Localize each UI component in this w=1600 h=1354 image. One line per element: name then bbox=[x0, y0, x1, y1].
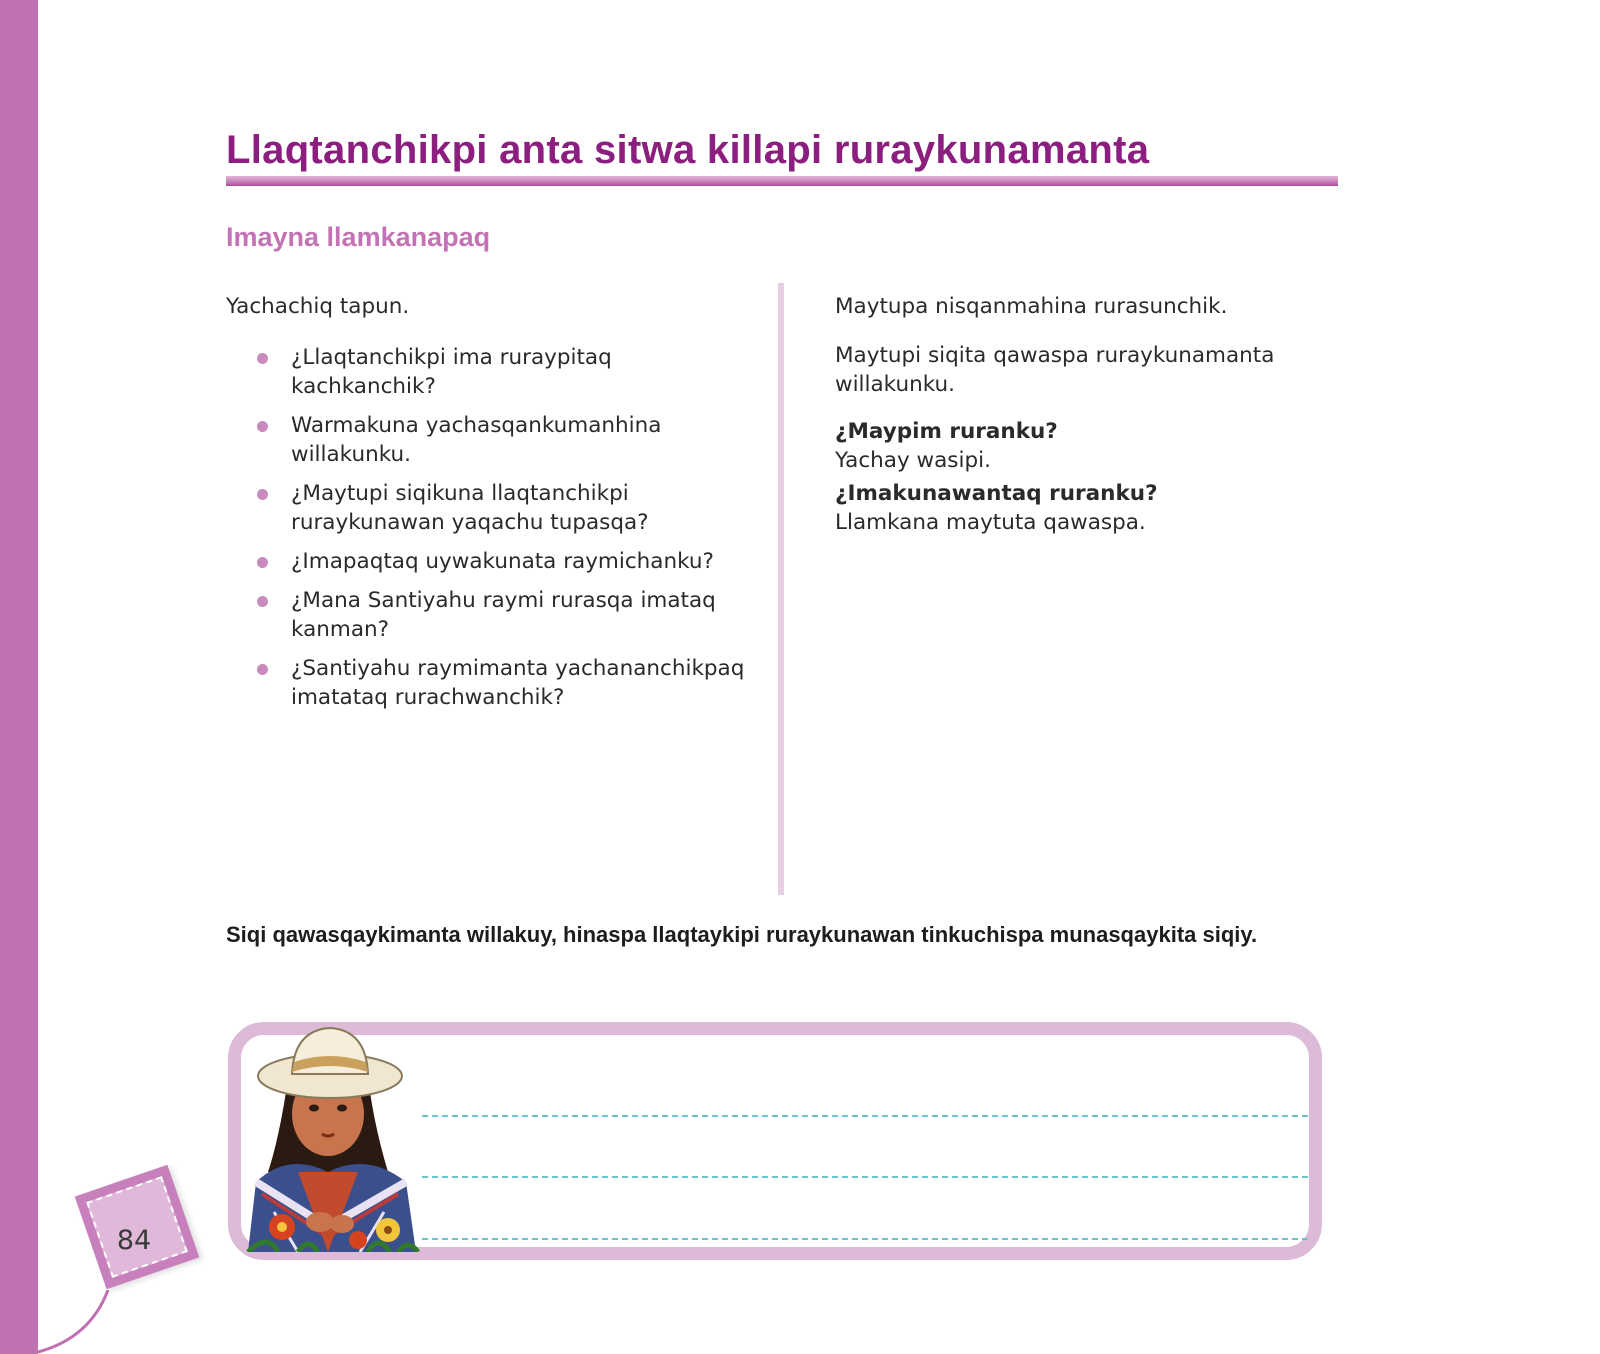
answer-where: Yachay wasipi. bbox=[835, 448, 991, 473]
list-item-text: ¿Llaqtanchikpi ima ruraypitaq kachkanchik? bbox=[291, 345, 612, 399]
list-item-text: ¿Mana Santiyahu raymi rurasqa imataq kanman? bbox=[291, 588, 716, 642]
list-item-text: ¿Imapaqtaq uywakunata raymichanku? bbox=[291, 549, 714, 574]
list-item-text: ¿Santiyahu raymimanta yachananchikpaq imatataq rurachwanchik? bbox=[291, 656, 745, 710]
list-item bbox=[291, 479, 746, 537]
left-intro: Yachachiq tapun. bbox=[226, 294, 410, 319]
bullet-icon bbox=[257, 489, 268, 500]
bullet-icon bbox=[257, 421, 268, 432]
right-paragraph-1: Maytupa nisqanmahina rurasunchik. bbox=[835, 294, 1228, 319]
bullet-icon bbox=[257, 596, 268, 607]
column-divider bbox=[778, 283, 784, 895]
left-column bbox=[226, 292, 746, 722]
right-paragraph-2: Maytupi siqita qawaspa ruraykunamanta willakunku. bbox=[835, 343, 1275, 397]
right-column bbox=[835, 292, 1335, 541]
bullet-icon bbox=[257, 664, 268, 675]
kite-string bbox=[30, 1290, 120, 1354]
child-in-hat-illustration bbox=[238, 1022, 428, 1252]
list-item-text: ¿Maytupi siqikuna llaqtanchikpi ruraykunawan yaqachu tupasqa? bbox=[291, 481, 649, 535]
question-with-what: ¿Imakunawantaq ruranku? bbox=[835, 481, 1158, 506]
bullet-icon bbox=[257, 353, 268, 364]
answer-with-what: Llamkana maytuta qawaspa. bbox=[835, 510, 1146, 535]
list-item-text: Warmakuna yachasqankumanhina willakunku. bbox=[291, 413, 662, 467]
question-list bbox=[226, 343, 746, 712]
page-number: 84 bbox=[116, 1225, 152, 1256]
writing-line-1[interactable] bbox=[422, 1115, 1308, 1117]
list-item bbox=[291, 547, 746, 576]
writing-line-3[interactable] bbox=[422, 1238, 1308, 1240]
side-band bbox=[0, 0, 38, 1354]
title-underline bbox=[226, 176, 1338, 186]
writing-line-2[interactable] bbox=[422, 1176, 1308, 1178]
page-title: Llaqtanchikpi anta sitwa killapi ruraykunamanta bbox=[226, 128, 1150, 172]
activity-instruction: Siqi qawasqaykimanta willakuy, hinaspa llaqtaykipi ruraykunawan tinkuchispa munasqaykita siqiy. bbox=[226, 922, 1258, 947]
list-item bbox=[291, 411, 746, 469]
list-item bbox=[291, 654, 746, 712]
list-item bbox=[291, 343, 746, 401]
list-item bbox=[291, 586, 746, 644]
bullet-icon bbox=[257, 557, 268, 568]
section-subtitle: Imayna llamkanapaq bbox=[226, 222, 491, 252]
question-where: ¿Maypim ruranku? bbox=[835, 419, 1058, 444]
